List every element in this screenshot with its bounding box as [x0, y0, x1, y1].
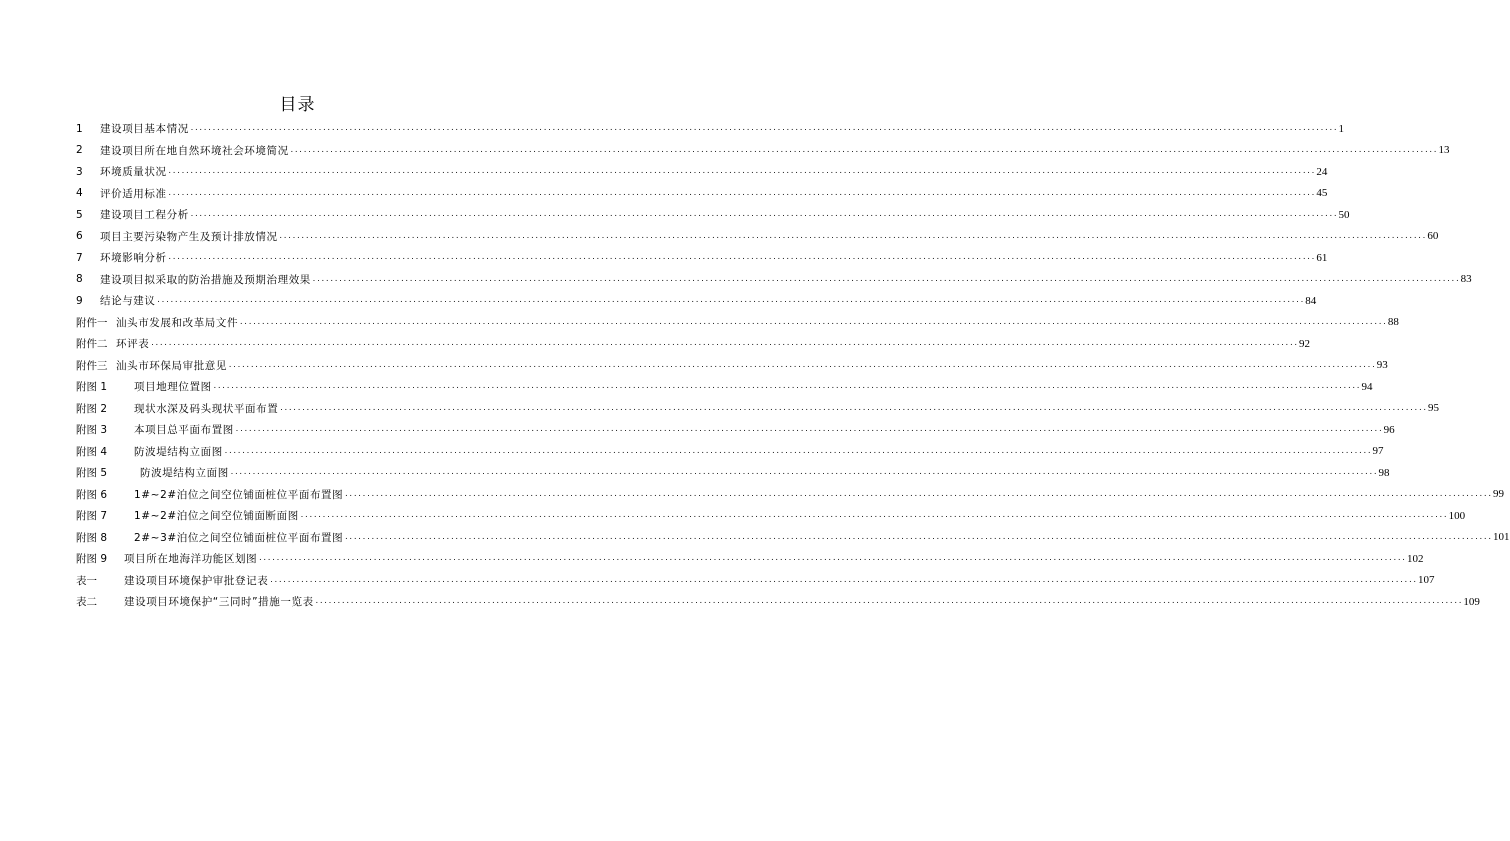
toc-entry-text: 项目所在地海洋功能区划图 — [124, 553, 258, 566]
toc-entry-label — [76, 143, 289, 158]
toc-entry-text: 建设项目工程分析 — [100, 209, 189, 222]
toc-entry-label — [76, 272, 311, 287]
toc-entry-number: 7 — [76, 251, 83, 264]
toc-entry-page: 93 — [1376, 359, 1388, 372]
toc-entry-number: 8 — [76, 273, 83, 286]
toc-leader-dots: .................................................................................................................................................................................................................................................................... — [223, 446, 1372, 455]
toc-leader-dots: .................................................................................................................................................................................................................................................................... — [289, 145, 1438, 154]
toc-entry-label — [76, 573, 268, 588]
toc-entry-label — [76, 336, 149, 351]
toc-entry-number: 5 — [76, 208, 83, 221]
toc-entry-text: 2#~3#泊位之间空位铺面桩位平面布置图 — [134, 531, 344, 544]
toc-entry-label — [76, 250, 167, 265]
toc-entry[interactable] — [76, 484, 1504, 506]
toc-entry-number: 附图 6 — [76, 488, 108, 501]
toc-entry[interactable] — [76, 355, 1388, 377]
toc-entry-text: 防波堤结构立面图 — [140, 467, 229, 480]
toc-entry[interactable] — [76, 290, 1317, 312]
toc-entry[interactable] — [76, 570, 1435, 592]
toc-entry-page: 45 — [1316, 187, 1328, 200]
toc-entry-text: 建设项目基本情况 — [100, 123, 189, 136]
toc-leader-dots: .................................................................................................................................................................................................................................................................... — [189, 210, 1338, 219]
toc-entry-label — [76, 508, 299, 523]
toc-entry[interactable] — [76, 527, 1510, 549]
toc-entry-text: 项目主要污染物产生及预计排放情况 — [100, 230, 278, 243]
toc-entry-number: 表一 — [76, 574, 97, 587]
toc-entry[interactable] — [76, 226, 1439, 248]
toc-leader-dots: .................................................................................................................................................................................................................................................................... — [239, 317, 1387, 326]
toc-entry-text: 环评表 — [116, 338, 150, 351]
toc-entry-number: 附件三 — [76, 359, 108, 372]
toc-entry-page: 50 — [1338, 208, 1350, 221]
toc-entry[interactable] — [76, 140, 1450, 162]
toc-leader-dots: .................................................................................................................................................................................................................................................................... — [258, 554, 1406, 563]
toc-entry-page: 92 — [1299, 337, 1311, 350]
toc-leader-dots: .................................................................................................................................................................................................................................................................... — [167, 167, 1316, 176]
toc-entry-label — [76, 444, 223, 459]
toc-entry[interactable] — [76, 441, 1384, 463]
toc-entry-text: 本项目总平面布置图 — [134, 424, 234, 437]
toc-entry[interactable] — [76, 269, 1472, 291]
toc-entry-label — [76, 401, 278, 416]
toc-entry-page: 61 — [1316, 251, 1328, 264]
toc-entry-text: 环境质量状况 — [100, 166, 167, 179]
toc-entry-page: 95 — [1428, 402, 1440, 415]
toc-entry-label — [76, 530, 343, 545]
toc-entry-page: 99 — [1493, 488, 1504, 501]
toc-leader-dots: .................................................................................................................................................................................................................................................................... — [278, 231, 1427, 240]
toc-entry[interactable] — [76, 376, 1373, 398]
toc-entry-page: 100 — [1448, 509, 1466, 522]
toc-leader-dots: .................................................................................................................................................................................................................................................................... — [234, 425, 1383, 434]
toc-entry[interactable] — [76, 462, 1390, 484]
toc-entry-text: 防波堤结构立面图 — [134, 445, 223, 458]
toc-entry-page: 13 — [1438, 144, 1450, 157]
toc-entry-number: 6 — [76, 230, 83, 243]
toc-entry-page: 94 — [1361, 380, 1373, 393]
toc-leader-dots: .................................................................................................................................................................................................................................................................... — [279, 403, 1428, 412]
toc-entry-page: 96 — [1383, 423, 1395, 436]
toc-leader-dots: .................................................................................................................................................................................................................................................................... — [228, 360, 1376, 369]
toc-entry-text: 建设项目环境保护“三同时”措施一览表 — [124, 596, 314, 609]
toc-entry-label — [76, 293, 156, 308]
toc-entry-text: 结论与建议 — [100, 295, 156, 308]
toc-entry-label — [76, 207, 189, 222]
toc-entry-number: 附图 5 — [76, 467, 108, 480]
toc-entry-label — [76, 358, 227, 373]
toc-entry-number: 附图 8 — [76, 531, 108, 544]
toc-entry[interactable] — [76, 183, 1328, 205]
toc-entry-page: 98 — [1378, 466, 1390, 479]
toc-entry-text: 1#~2#泊位之间空位铺面桩位平面布置图 — [134, 488, 344, 501]
toc-entry-number: 附件二 — [76, 338, 108, 351]
toc-entry[interactable] — [76, 548, 1424, 570]
toc-entry-page: 84 — [1305, 294, 1317, 307]
toc-leader-dots: .................................................................................................................................................................................................................................................................... — [311, 274, 1460, 283]
toc-entry-label — [76, 379, 212, 394]
toc-entry-label — [76, 594, 314, 609]
toc-entry-number: 1 — [76, 122, 83, 135]
toc-entry[interactable] — [76, 591, 1480, 613]
toc-entry[interactable] — [76, 505, 1466, 527]
toc-entry-label — [76, 551, 257, 566]
toc-entry-number: 表二 — [76, 596, 97, 609]
toc-leader-dots: .................................................................................................................................................................................................................................................................... — [314, 597, 1463, 606]
toc-entry-page: 1 — [1338, 122, 1345, 135]
toc-leader-dots: .................................................................................................................................................................................................................................................................... — [189, 124, 1338, 133]
toc-leader-dots: .................................................................................................................................................................................................................................................................... — [150, 339, 1299, 348]
toc-entry-number: 附图 7 — [76, 510, 108, 523]
toc-entry-number: 附图 1 — [76, 381, 108, 394]
toc-entry-page: 101 — [1493, 531, 1510, 544]
toc-entry-label — [76, 164, 167, 179]
toc-leader-dots: .................................................................................................................................................................................................................................................................... — [344, 532, 1492, 541]
toc-entry-label — [76, 487, 343, 502]
toc-entry[interactable] — [76, 247, 1328, 269]
toc-entry-number: 9 — [76, 294, 83, 307]
toc-entry-label — [76, 422, 234, 437]
toc-entry-label — [76, 121, 189, 136]
toc-list — [76, 118, 1510, 613]
toc-entry-text: 汕头市发展和改革局文件 — [116, 316, 239, 329]
toc-entry[interactable] — [76, 398, 1440, 420]
toc-entry-label — [76, 465, 229, 480]
toc-entry-page: 24 — [1316, 165, 1328, 178]
toc-entry[interactable] — [76, 161, 1328, 183]
toc-entry-text: 汕头市环保局审批意见 — [116, 359, 227, 372]
toc-leader-dots: .................................................................................................................................................................................................................................................................... — [167, 253, 1316, 262]
toc-entry[interactable] — [76, 419, 1395, 441]
toc-entry-text: 评价适用标准 — [100, 187, 167, 200]
toc-entry[interactable] — [76, 118, 1345, 140]
toc-entry-text: 建设项目所在地自然环境社会环境简况 — [100, 144, 289, 157]
toc-entry-number: 4 — [76, 187, 83, 200]
toc-entry-number: 附件一 — [76, 316, 108, 329]
toc-leader-dots: .................................................................................................................................................................................................................................................................... — [299, 511, 1448, 520]
toc-entry-page: 83 — [1460, 273, 1472, 286]
toc-entry[interactable] — [76, 333, 1311, 355]
toc-entry-page: 109 — [1463, 595, 1480, 608]
toc-entry-number: 2 — [76, 144, 83, 157]
toc-entry-number: 3 — [76, 165, 83, 178]
toc-entry-text: 建设项目拟采取的防治措施及预期治理效果 — [100, 273, 311, 286]
toc-entry-number: 附图 2 — [76, 402, 108, 415]
toc-leader-dots: .................................................................................................................................................................................................................................................................... — [344, 489, 1492, 498]
toc-leader-dots: .................................................................................................................................................................................................................................................................... — [269, 575, 1418, 584]
toc-entry-text: 建设项目环境保护审批登记表 — [124, 574, 269, 587]
toc-leader-dots: .................................................................................................................................................................................................................................................................... — [156, 296, 1305, 305]
toc-entry-page: 107 — [1418, 574, 1435, 587]
toc-entry[interactable] — [76, 312, 1399, 334]
toc-entry-page: 97 — [1372, 445, 1384, 458]
toc-entry-number: 附图 9 — [76, 553, 108, 566]
toc-entry-number: 附图 4 — [76, 445, 108, 458]
toc-leader-dots: .................................................................................................................................................................................................................................................................... — [167, 188, 1316, 197]
toc-entry-page: 102 — [1406, 552, 1424, 565]
toc-entry-page: 60 — [1427, 230, 1439, 243]
toc-entry-page: 88 — [1387, 316, 1399, 329]
toc-leader-dots: .................................................................................................................................................................................................................................................................... — [212, 382, 1361, 391]
toc-entry-text: 现状水深及码头现状平面布置 — [134, 402, 279, 415]
toc-entry[interactable] — [76, 204, 1350, 226]
toc-entry-text: 项目地理位置图 — [134, 381, 212, 394]
toc-entry-number: 附图 3 — [76, 424, 108, 437]
toc-entry-text: 1#~2#泊位之间空位铺面断面图 — [134, 510, 299, 523]
toc-entry-text: 环境影响分析 — [100, 252, 167, 265]
toc-entry-label — [76, 315, 238, 330]
toc-entry-label — [76, 186, 167, 201]
toc-entry-label — [76, 229, 278, 244]
toc-leader-dots: .................................................................................................................................................................................................................................................................... — [229, 468, 1378, 477]
toc-title: 目录 — [279, 95, 316, 115]
